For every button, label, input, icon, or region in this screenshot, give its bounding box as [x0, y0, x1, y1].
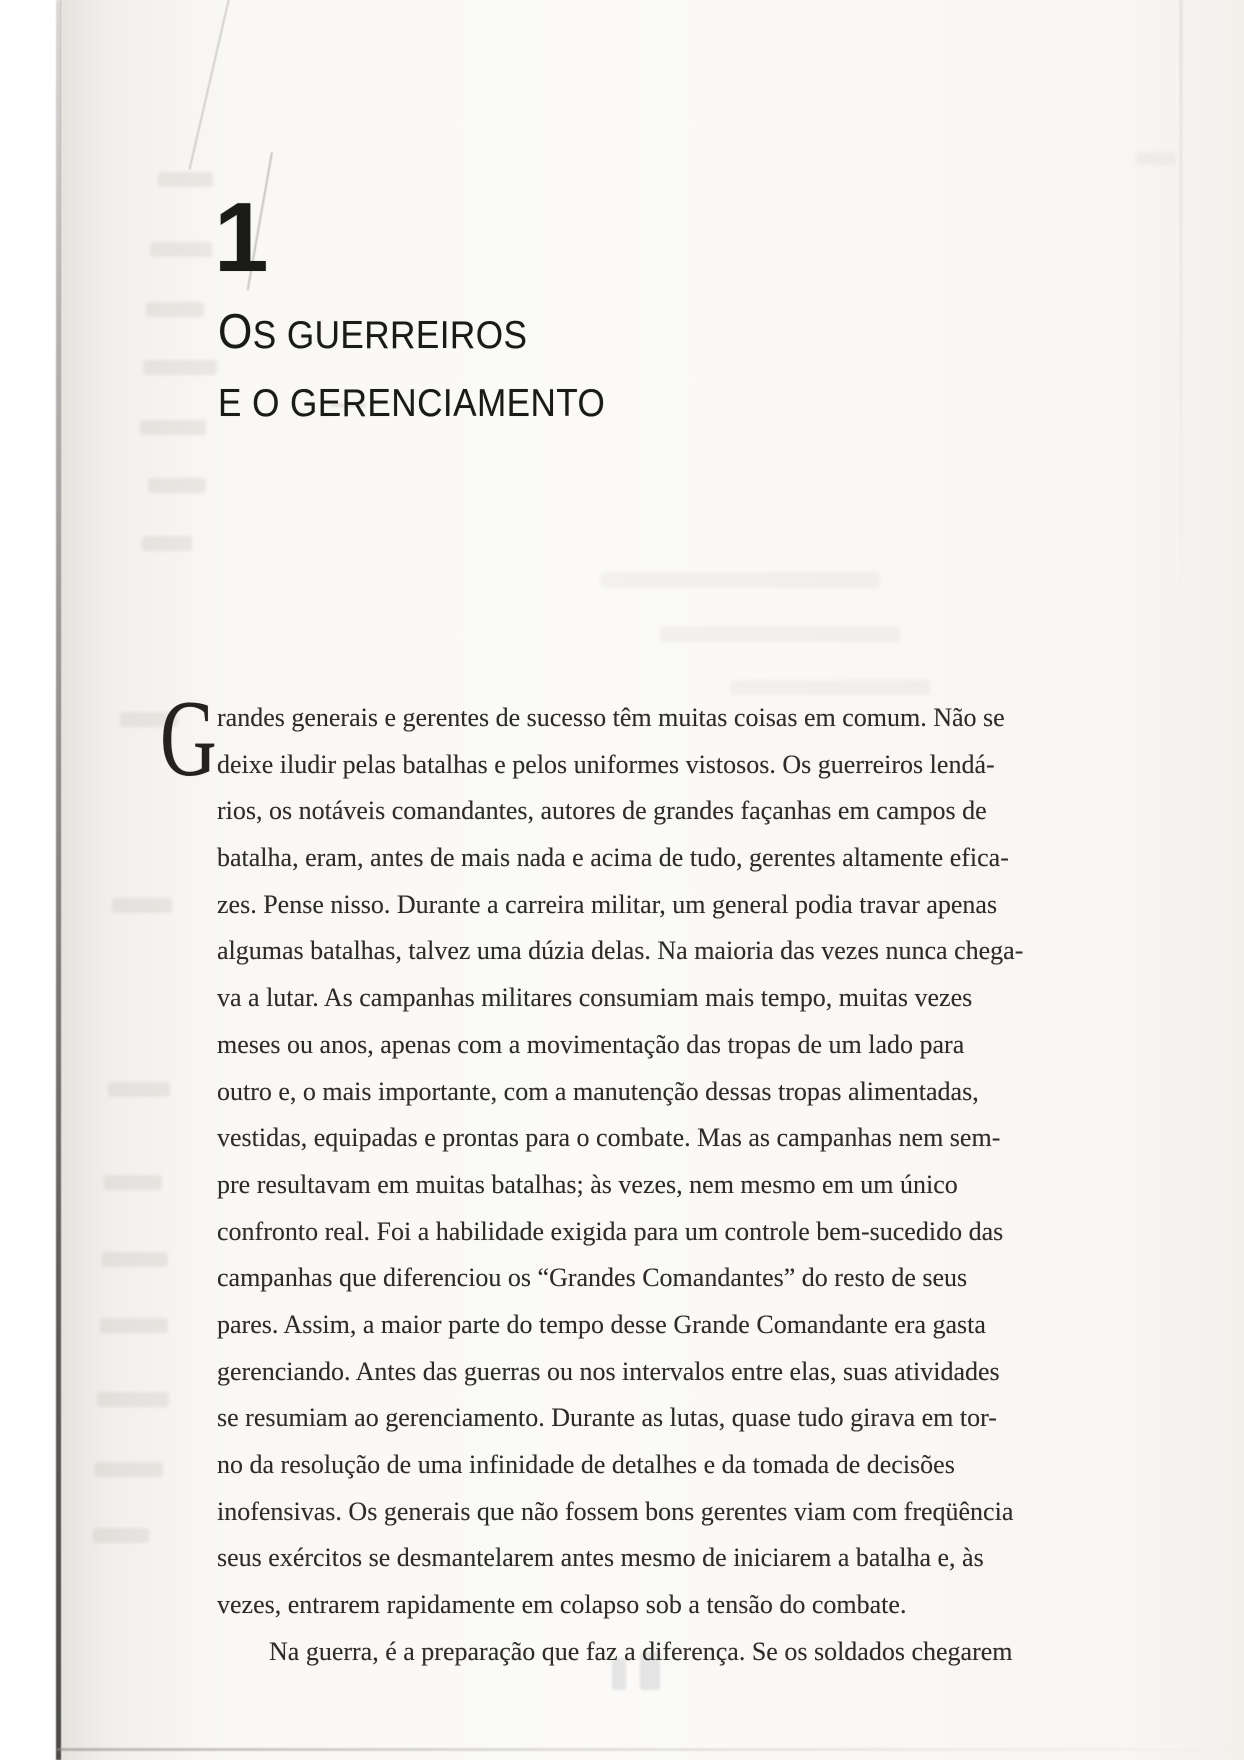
show-through-mark — [102, 1252, 168, 1267]
title-initial-cap: O — [218, 305, 253, 359]
show-through-mark — [600, 572, 880, 588]
text-line: zes. Pense nisso. Durante a carreira militar, um general podia travar apenas — [217, 889, 998, 919]
chapter-title-line2: E O GERENCIAMENTO — [218, 382, 606, 425]
show-through-mark — [146, 302, 204, 317]
text-line: batalha, eram, antes de mais nada e acima de tudo, gerentes altamente efica- — [217, 843, 1009, 873]
title-line1-rest: S GUERREIROS — [252, 314, 528, 357]
chapter-title-line1 — [218, 305, 528, 359]
drop-cap: G — [160, 678, 217, 799]
text-line: seus exércitos se desmantelarem antes mesmo de iniciarem a batalha e, às — [217, 1543, 984, 1573]
show-through-mark — [142, 536, 192, 551]
show-through-mark — [95, 1462, 163, 1477]
text-line: confronto real. Foi a habilidade exigida para um controle bem-sucedido das — [217, 1216, 1004, 1246]
paragraph-1 — [217, 695, 1103, 1629]
text-line: rios, os notáveis comandantes, autores de grandes façanhas em campos de — [217, 796, 987, 826]
show-through-mark — [730, 680, 930, 695]
text-line: outro e, o mais importante, com a manutenção dessas tropas alimentadas, — [217, 1076, 979, 1106]
text-line: Na guerra, é a preparação que faz a diferença. Se os soldados chegarem — [269, 1637, 1013, 1666]
text-line: va a lutar. As campanhas militares consumiam mais tempo, muitas vezes — [217, 983, 973, 1013]
show-through-mark — [100, 1318, 168, 1333]
text-line: campanhas que diferenciou os “Grandes Comandantes” do resto de seus — [217, 1263, 968, 1293]
show-through-mark — [97, 1392, 169, 1407]
show-through-mark — [158, 172, 213, 187]
show-through-mark — [148, 478, 206, 493]
page-fold-shadow — [56, 0, 61, 1760]
scan-bottom-edge — [57, 1748, 1244, 1751]
show-through-mark — [150, 242, 212, 257]
text-line: deixe iludir pelas batalhas e pelos uniformes vistosos. Os guerreiros lendá- — [217, 749, 995, 779]
text-line: gerenciando. Antes das guerras ou nos intervalos entre elas, suas atividades — [217, 1356, 1000, 1386]
show-through-mark — [660, 626, 900, 642]
page-right-edge — [1180, 0, 1182, 620]
text-line: se resumiam ao gerenciamento. Durante as lutas, quase tudo girava em tor- — [217, 1403, 997, 1433]
text-line: vezes, entrarem rapidamente em colapso sob a tensão do combate. — [217, 1590, 907, 1620]
text-line: pares. Assim, a maior parte do tempo desse Grande Comandante era gasta — [217, 1309, 986, 1339]
text-line: no da resolução de uma infinidade de detalhes e da tomada de decisões — [217, 1450, 955, 1479]
text-line: inofensivas. Os generais que não fossem bons gerentes viam com freqüência — [217, 1496, 1014, 1526]
chapter-number: 1 — [214, 182, 269, 292]
show-through-mark — [143, 360, 217, 375]
show-through-mark — [1136, 152, 1176, 165]
text-line: vestidas, equipadas e prontas para o combate. Mas as campanhas nem sem- — [217, 1123, 1001, 1153]
show-through-mark — [140, 420, 206, 435]
text-line: randes generais e gerentes de sucesso têm muitas coisas em comum. Não se — [217, 703, 1005, 732]
show-through-mark — [104, 1175, 162, 1190]
text-line: meses ou anos, apenas com a movimentação das tropas de um lado para — [217, 1029, 965, 1059]
text-line: pre resultavam em muitas batalhas; às vezes, nem mesmo em um único — [217, 1169, 958, 1199]
show-through-mark — [108, 1082, 170, 1097]
text-line: algumas batalhas, talvez uma dúzia delas. Na maioria das vezes nunca chega- — [217, 936, 1024, 966]
show-through-mark — [112, 898, 172, 913]
paragraph-2 — [217, 1629, 1103, 1676]
show-through-mark — [93, 1528, 149, 1543]
